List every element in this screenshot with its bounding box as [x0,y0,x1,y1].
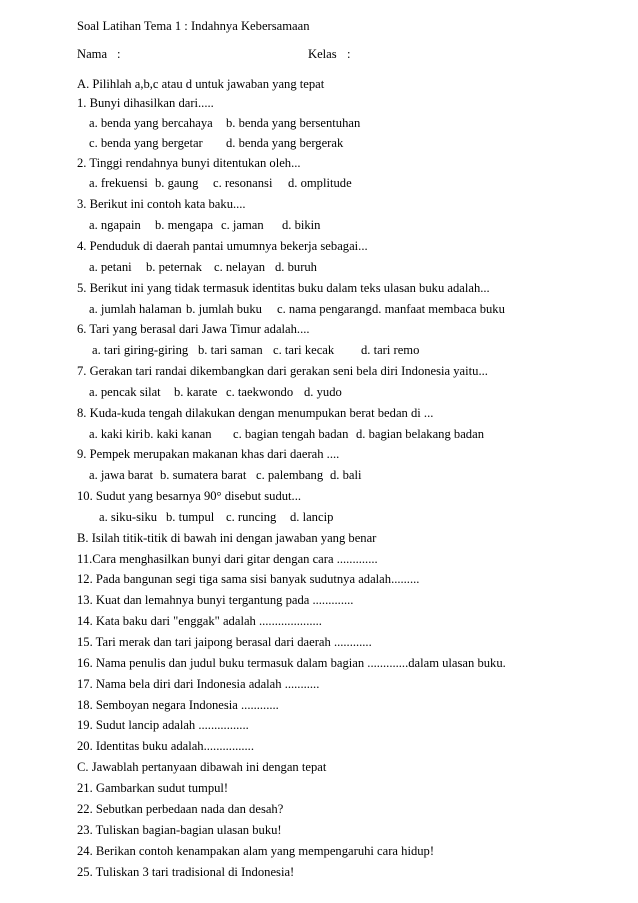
worksheet-title: Soal Latihan Tema 1 : Indahnya Kebersamaan [77,19,310,33]
option-b: b. benda yang bersentuhan [226,116,361,130]
fill-item-13: 13. Kuat dan lemahnya bunyi tergantung pada ............. [77,593,354,607]
question-7: 7. Gerakan tari randai dikembangkan dari gerakan seni bela diri Indonesia yaitu... [77,364,488,378]
nama-colon: : [117,47,121,61]
fill-item-12: 12. Pada bangunan segi tiga sama sisi banyak sudutnya adalah......... [77,572,420,586]
essay-item-23: 23. Tuliskan bagian-bagian ulasan buku! [77,823,282,837]
question-6: 6. Tari yang berasal dari Jawa Timur adalah.... [77,322,310,336]
question-7-options [89,384,342,400]
essay-item-21: 21. Gambarkan sudut tumpul! [77,781,229,795]
option-a: a. jawa barat [89,468,153,482]
option-d: d. omplitude [288,176,352,190]
section-a-heading: A. Pilihlah a,b,c atau d untuk jawaban yang tepat [77,77,325,91]
essay-item-24: 24. Berikan contoh kenampakan alam yang mempengaruhi cara hidup! [77,844,435,858]
question-5-options [89,301,505,317]
fill-item-17: 17. Nama bela diri dari Indonesia adalah ........... [77,677,320,691]
option-a: a. benda yang bercahaya [89,116,213,130]
option-b: b. mengapa [155,218,214,232]
option-d: d. bagian belakang badan [356,427,484,441]
option-d: d. lancip [290,510,334,524]
option-b: b. jumlah buku [186,302,262,316]
option-c: c. resonansi [213,176,273,190]
question-5: 5. Berikut ini yang tidak termasuk identitas buku dalam teks ulasan buku adalah... [77,281,490,295]
fill-item-18: 18. Semboyan negara Indonesia ............ [77,698,279,712]
fill-item-19: 19. Sudut lancip adalah ................ [77,718,249,732]
option-d: d. benda yang bergerak [226,136,344,150]
option-c: c. runcing [226,510,277,524]
option-a: a. pencak silat [89,385,161,399]
fill-item-15: 15. Tari merak dan tari jaipong berasal dari daerah ............ [77,635,372,649]
option-d: d. manfaat membaca buku [372,302,505,316]
option-a: a. kaki kiri [89,427,144,441]
fill-item-14: 14. Kata baku dari "enggak" adalah .................... [77,614,322,628]
question-3: 3. Berikut ini contoh kata baku.... [77,197,246,211]
question-8: 8. Kuda-kuda tengah dilakukan dengan menumpukan berat bedan di ... [77,406,434,420]
option-d: d. bikin [282,218,321,232]
option-b: b. tari saman [198,343,263,357]
option-a: a. jumlah halaman [89,302,182,316]
option-c: c. palembang [256,468,324,482]
option-c: c. taekwondo [226,385,294,399]
question-6-options [92,342,419,358]
option-b: b. gaung [155,176,199,190]
question-2: 2. Tinggi rendahnya bunyi ditentukan oleh... [77,156,301,170]
nama-label: Nama [77,47,108,61]
option-b: b. tumpul [166,510,215,524]
question-1-options-row1 [89,115,360,131]
question-9: 9. Pempek merupakan makanan khas dari daerah .... [77,447,340,461]
essay-item-25: 25. Tuliskan 3 tari tradisional di Indonesia! [77,865,295,879]
option-c: c. benda yang bergetar [89,136,203,150]
option-c: c. tari kecak [273,343,335,357]
fill-item-16: 16. Nama penulis dan judul buku termasuk dalam bagian .............dalam ulasan buku. [77,656,506,670]
question-4: 4. Penduduk di daerah pantai umumnya bekerja sebagai... [77,239,368,253]
option-b: b. peternak [146,260,202,274]
question-2-options [89,175,352,191]
question-1: 1. Bunyi dihasilkan dari..... [77,96,214,110]
question-10-options [99,509,333,525]
question-4-options [89,259,317,275]
option-a: a. frekuensi [89,176,148,190]
option-b: b. kaki kanan [144,427,212,441]
kelas-label: Kelas [308,47,337,61]
option-c: c. bagian tengah badan [233,427,349,441]
question-8-options [89,426,484,442]
option-c: c. nelayan [214,260,266,274]
question-3-options [89,217,320,233]
question-1-options-row2 [89,135,343,151]
option-c: c. nama pengarang [277,302,372,316]
option-b: b. karate [174,385,218,399]
option-d: d. tari remo [361,343,420,357]
option-b: b. sumatera barat [160,468,247,482]
fill-item-20: 20. Identitas buku adalah................ [77,739,254,753]
option-d: d. yudo [304,385,342,399]
essay-item-22: 22. Sebutkan perbedaan nada dan desah? [77,802,284,816]
option-a: a. ngapain [89,218,141,232]
section-b-heading: B. Isilah titik-titik di bawah ini dengan jawaban yang benar [77,531,377,545]
option-d: d. bali [330,468,362,482]
option-d: d. buruh [275,260,317,274]
option-a: a. petani [89,260,132,274]
option-c: c. jaman [221,218,264,232]
option-a: a. tari giring-giring [92,343,189,357]
question-9-options [89,467,361,483]
fill-item-11: 11.Cara menghasilkan bunyi dari gitar dengan cara ............. [77,552,378,566]
kelas-colon: : [347,47,351,61]
option-a: a. siku-siku [99,510,158,524]
question-10: 10. Sudut yang besarnya 90° disebut sudut... [77,489,302,503]
section-c-heading: C. Jawablah pertanyaan dibawah ini dengan tepat [77,760,327,774]
